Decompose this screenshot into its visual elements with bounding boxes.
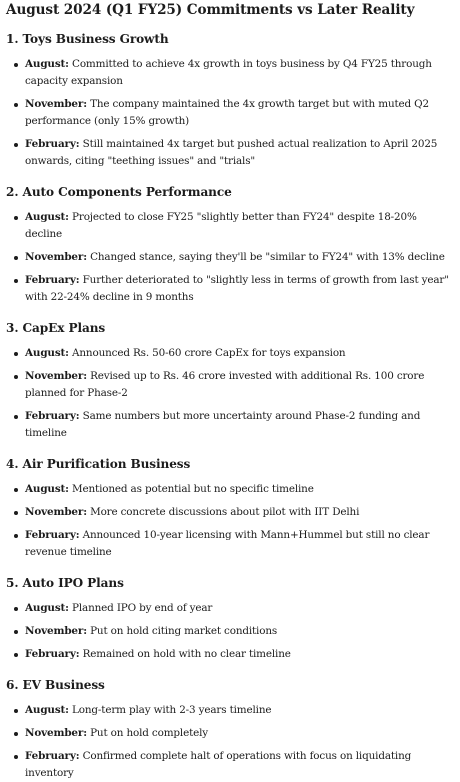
item-text: Changed stance, saying they'll be "similar to FY24" with 13% decline <box>90 251 445 263</box>
item-text: More concrete discussions about pilot with IIT Delhi <box>90 506 360 518</box>
section <box>6 321 454 442</box>
section <box>6 457 454 561</box>
section-heading: 6. EV Business <box>6 678 105 692</box>
bullet-list <box>6 56 454 170</box>
item-text: Remained on hold with no clear timeline <box>82 648 291 660</box>
item-text: Announced Rs. 50-60 crore CapEx for toys expansion <box>72 347 346 359</box>
section-heading: 3. CapEx Plans <box>6 321 106 335</box>
item-label: August: <box>25 58 69 70</box>
section <box>6 678 454 782</box>
item-label: February: <box>25 529 80 541</box>
item-label: August: <box>25 483 69 495</box>
item-text: Committed to achieve 4x growth in toys business by Q4 FY25 through capacity expansion <box>25 58 432 87</box>
item-text: Further deteriorated to "slightly less in terms of growth from last year" with 22-24% decline in 9 months <box>25 274 449 303</box>
item-label: November: <box>25 370 87 382</box>
item-label: August: <box>25 211 69 223</box>
item-text: Revised up to Rs. 46 crore invested with additional Rs. 100 crore planned for Phase-2 <box>25 370 425 399</box>
item-label: November: <box>25 625 87 637</box>
item-text: Projected to close FY25 "slightly better than FY24" despite 18-20% decline <box>25 211 417 240</box>
item-label: February: <box>25 274 80 286</box>
item-label: November: <box>25 727 87 739</box>
item-text: Announced 10-year licensing with Mann+Hummel but still no clear revenue timeline <box>25 529 430 558</box>
item-label: November: <box>25 98 87 110</box>
sections-container <box>6 32 454 782</box>
bullet-list <box>6 345 454 442</box>
item-label: August: <box>25 347 69 359</box>
item-label: August: <box>25 602 69 614</box>
list-item <box>6 527 454 561</box>
list-item <box>6 702 454 719</box>
list-item <box>6 481 454 498</box>
section-heading: 2. Auto Components Performance <box>6 185 232 199</box>
item-text: Confirmed complete halt of operations with focus on liquidating inventory <box>25 750 412 779</box>
item-label: February: <box>25 410 80 422</box>
list-item <box>6 96 454 130</box>
bullet-list <box>6 702 454 782</box>
list-item <box>6 56 454 90</box>
section-heading: 1. Toys Business Growth <box>6 32 169 46</box>
section <box>6 32 454 170</box>
list-item <box>6 600 454 617</box>
item-label: November: <box>25 251 87 263</box>
item-text: Same numbers but more uncertainty around Phase-2 funding and timeline <box>25 410 421 439</box>
item-text: Put on hold citing market conditions <box>90 625 278 637</box>
item-text: Long-term play with 2-3 years timeline <box>72 704 272 716</box>
list-item <box>6 408 454 442</box>
item-label: August: <box>25 704 69 716</box>
bullet-list <box>6 481 454 561</box>
page-title: August 2024 (Q1 FY25) Commitments vs Later Reality <box>6 2 415 18</box>
bullet-list <box>6 209 454 306</box>
list-item <box>6 368 454 402</box>
list-item <box>6 249 454 266</box>
list-item <box>6 136 454 170</box>
item-label: February: <box>25 750 80 762</box>
item-text: Put on hold completely <box>90 727 208 739</box>
item-label: February: <box>25 138 80 150</box>
bullet-list <box>6 600 454 663</box>
section <box>6 576 454 663</box>
list-item <box>6 272 454 306</box>
item-text: Still maintained 4x target but pushed actual realization to April 2025 onwards, citing "teething issues" and "trials" <box>25 138 438 167</box>
list-item <box>6 209 454 243</box>
item-text: The company maintained the 4x growth target but with muted Q2 performance (only 15% growth) <box>25 98 430 127</box>
section-heading: 5. Auto IPO Plans <box>6 576 124 590</box>
list-item <box>6 725 454 742</box>
list-item <box>6 748 454 782</box>
item-label: November: <box>25 506 87 518</box>
list-item <box>6 345 454 362</box>
list-item <box>6 504 454 521</box>
item-text: Planned IPO by end of year <box>72 602 213 614</box>
list-item <box>6 646 454 663</box>
list-item <box>6 623 454 640</box>
item-label: February: <box>25 648 80 660</box>
section <box>6 185 454 306</box>
section-heading: 4. Air Purification Business <box>6 457 191 471</box>
item-text: Mentioned as potential but no specific timeline <box>72 483 314 495</box>
